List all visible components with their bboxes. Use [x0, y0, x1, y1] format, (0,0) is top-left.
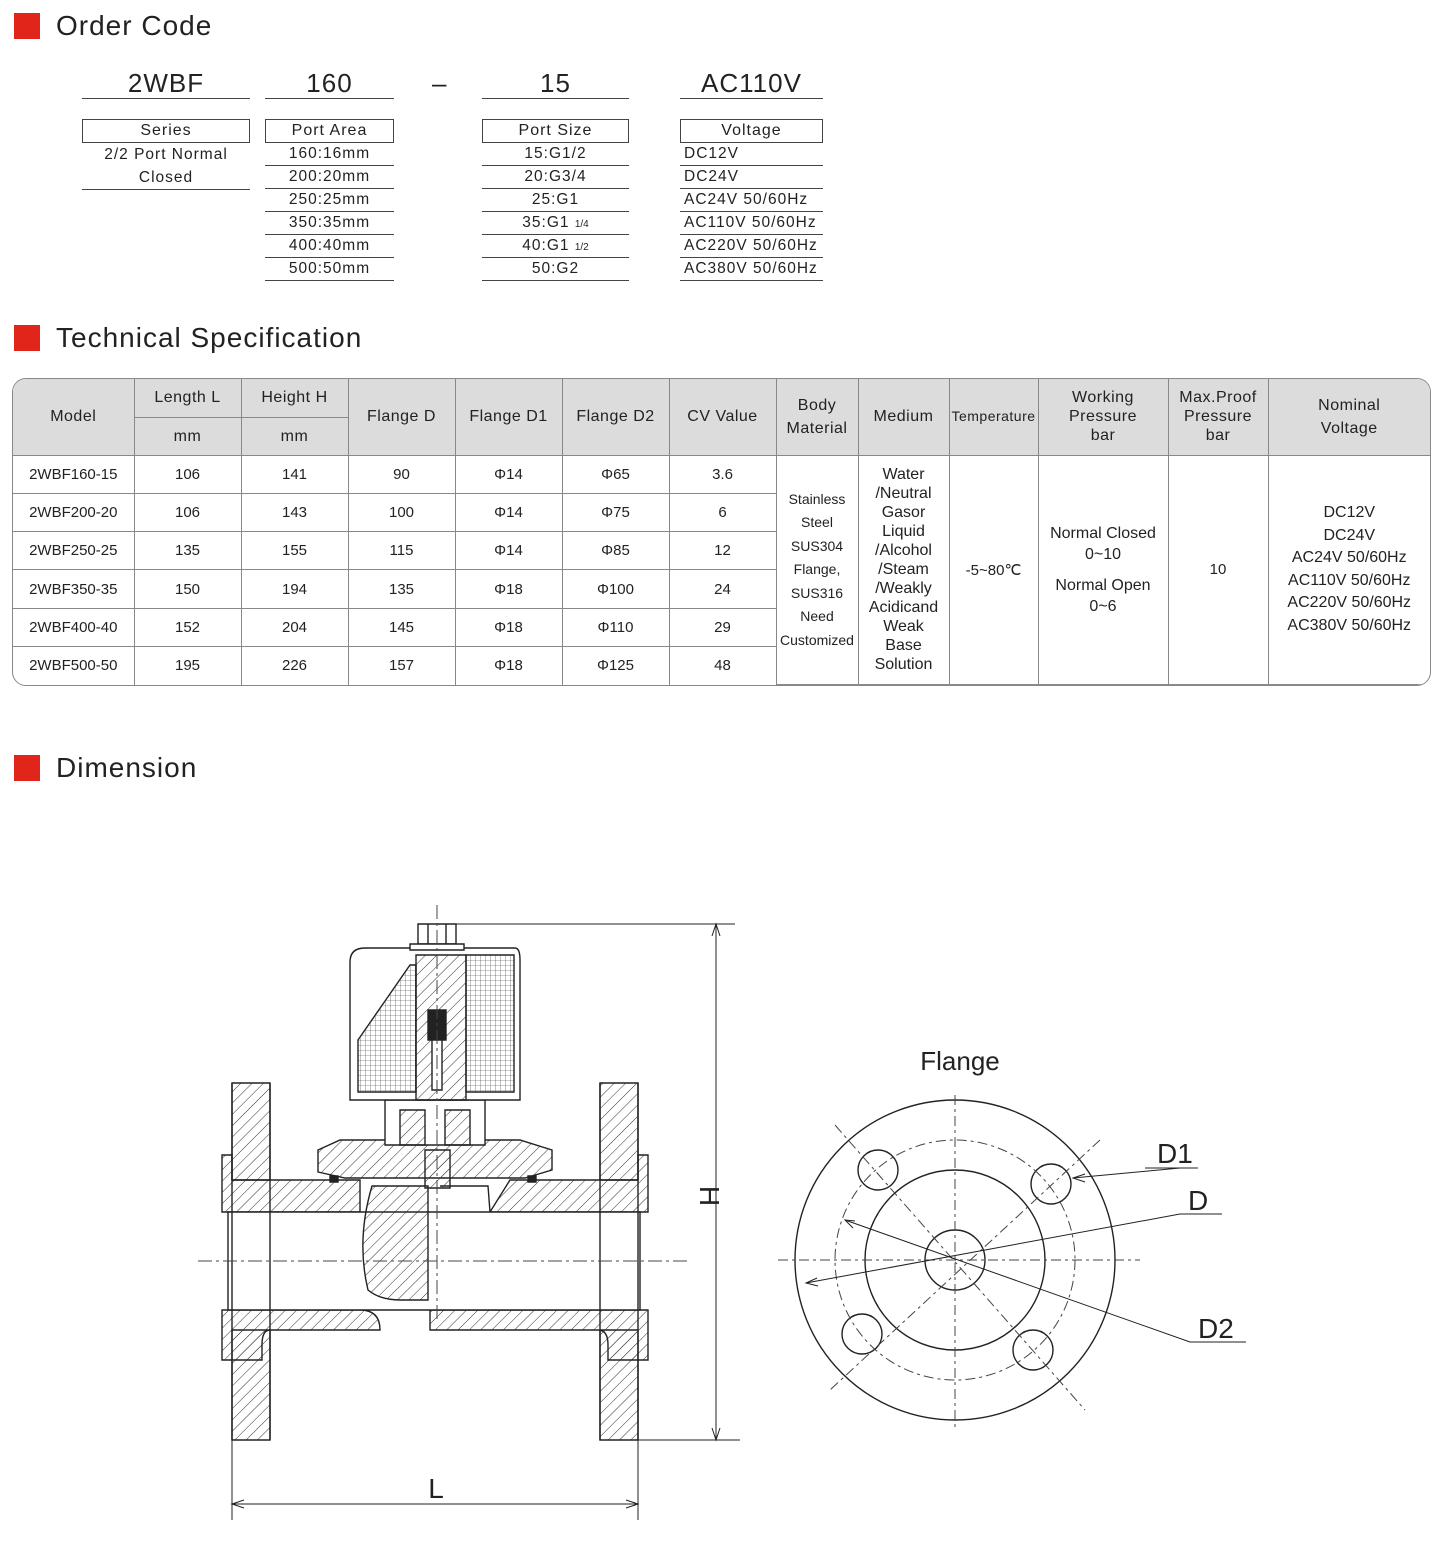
- cell-length: 152: [134, 608, 241, 646]
- cell-model: 2WBF250-25: [13, 532, 134, 570]
- cell-cv: 12: [669, 532, 776, 570]
- cell-working-pressure: Normal Closed 0~10 Normal Open 0~6: [1038, 455, 1168, 684]
- header-flange-d1: Flange D1: [455, 379, 562, 455]
- spec-table: [12, 378, 1431, 686]
- section-title: Technical Specification: [56, 322, 363, 353]
- table-row: [13, 455, 1430, 493]
- cell-cv: 48: [669, 646, 776, 684]
- valve-section-drawing: [190, 900, 750, 1540]
- cell-flange-d1: Φ18: [455, 646, 562, 684]
- header-cv: CV Value: [669, 379, 776, 455]
- cell-flange-d1: Φ18: [455, 608, 562, 646]
- red-square-icon: [14, 325, 40, 351]
- list-item: 25:G1: [482, 189, 629, 212]
- list-item: AC380V 50/60Hz: [680, 258, 823, 281]
- header-working-pressure: Working Pressure bar: [1038, 379, 1168, 455]
- series-desc: 2/2 Port Normal Closed: [82, 143, 250, 190]
- cell-model: 2WBF160-15: [13, 455, 134, 493]
- red-square-icon: [14, 755, 40, 781]
- header-height: Height H: [241, 379, 348, 417]
- code-port-size: 15: [482, 68, 629, 99]
- list-item: 40:G1 1/2: [482, 235, 629, 258]
- cell-length: 106: [134, 494, 241, 532]
- cell-cv: 29: [669, 608, 776, 646]
- cell-flange-d1: Φ14: [455, 494, 562, 532]
- cell-height: 141: [241, 455, 348, 493]
- cell-cv: 24: [669, 570, 776, 608]
- flange-title: Flange: [920, 1046, 1000, 1076]
- header-flange-d2: Flange D2: [562, 379, 669, 455]
- voltage-label: Voltage: [680, 119, 823, 143]
- order-code-series: [82, 68, 250, 190]
- section-header-order-code: [14, 12, 212, 40]
- cell-height: 194: [241, 570, 348, 608]
- list-item: DC24V: [680, 166, 823, 189]
- red-square-icon: [14, 13, 40, 39]
- list-item: AC220V 50/60Hz: [680, 235, 823, 258]
- cell-flange-d1: Φ14: [455, 455, 562, 493]
- cell-length: 195: [134, 646, 241, 684]
- dimension-l-label: L: [428, 1473, 444, 1504]
- cell-flange-d1: Φ18: [455, 570, 562, 608]
- list-item: AC110V 50/60Hz: [680, 212, 823, 235]
- header-nominal-voltage: Nominal Voltage: [1268, 379, 1430, 455]
- cell-flange-d2: Φ110: [562, 608, 669, 646]
- cell-temperature: -5~80℃: [949, 455, 1038, 684]
- cell-flange-d: 115: [348, 532, 455, 570]
- cell-max-proof: 10: [1168, 455, 1268, 684]
- order-code-port-area: [265, 68, 394, 281]
- list-item: 15:G1/2: [482, 143, 629, 166]
- section-title: Order Code: [56, 10, 213, 41]
- list-item: 400:40mm: [265, 235, 394, 258]
- header-body-material: Body Material: [776, 379, 858, 455]
- cell-model: 2WBF500-50: [13, 646, 134, 684]
- port-area-label: Port Area: [265, 119, 394, 143]
- cell-body-material: Stainless Steel SUS304 Flange, SUS316 Need Customized: [776, 455, 858, 684]
- cell-flange-d2: Φ100: [562, 570, 669, 608]
- code-dash: –: [432, 68, 447, 98]
- header-model: Model: [13, 379, 134, 455]
- cell-cv: 6: [669, 494, 776, 532]
- flange-d1-label: D1: [1157, 1138, 1193, 1169]
- list-item: 200:20mm: [265, 166, 394, 189]
- list-item: 160:16mm: [265, 143, 394, 166]
- flange-drawing: [770, 1040, 1260, 1430]
- list-item: DC12V: [680, 143, 823, 166]
- header-flange-d: Flange D: [348, 379, 455, 455]
- header-max-proof: Max.Proof Pressure bar: [1168, 379, 1268, 455]
- header-length: Length L: [134, 379, 241, 417]
- list-item: 350:35mm: [265, 212, 394, 235]
- order-code-voltage: [680, 68, 823, 281]
- cell-flange-d2: Φ125: [562, 646, 669, 684]
- section-title: Dimension: [56, 752, 198, 783]
- list-item: 500:50mm: [265, 258, 394, 281]
- cell-height: 226: [241, 646, 348, 684]
- dimension-h-label: H: [694, 1185, 725, 1207]
- port-size-label: Port Size: [482, 119, 629, 143]
- list-item: 250:25mm: [265, 189, 394, 212]
- cell-flange-d1: Φ14: [455, 532, 562, 570]
- cell-flange-d: 100: [348, 494, 455, 532]
- cell-flange-d2: Φ65: [562, 455, 669, 493]
- cell-height: 204: [241, 608, 348, 646]
- section-header-tech-spec: [14, 324, 362, 352]
- flange-d2-label: D2: [1198, 1313, 1234, 1344]
- section-header-dimension: [14, 754, 197, 782]
- code-port-area: 160: [265, 68, 394, 99]
- header-unit-mm: mm: [241, 417, 348, 455]
- cell-nominal-voltage: DC12V DC24V AC24V 50/60Hz AC110V 50/60Hz AC220V 50/60Hz AC380V 50/60Hz: [1268, 455, 1430, 684]
- cell-medium: Water /Neutral Gasor Liquid /Alcohol /Steam /Weakly Acidicand Weak Base Solution: [858, 455, 949, 684]
- list-item: 20:G3/4: [482, 166, 629, 189]
- cell-height: 143: [241, 494, 348, 532]
- cell-cv: 3.6: [669, 455, 776, 493]
- header-medium: Medium: [858, 379, 949, 455]
- cell-flange-d: 135: [348, 570, 455, 608]
- header-temperature: Temperature: [949, 379, 1038, 455]
- cell-flange-d2: Φ85: [562, 532, 669, 570]
- cell-flange-d: 157: [348, 646, 455, 684]
- list-item: AC24V 50/60Hz: [680, 189, 823, 212]
- code-series: 2WBF: [82, 68, 250, 99]
- header-unit-mm: mm: [134, 417, 241, 455]
- series-label: Series: [82, 119, 250, 143]
- cell-model: 2WBF400-40: [13, 608, 134, 646]
- cell-height: 155: [241, 532, 348, 570]
- cell-flange-d2: Φ75: [562, 494, 669, 532]
- cell-model: 2WBF350-35: [13, 570, 134, 608]
- code-voltage: AC110V: [680, 68, 823, 99]
- cell-flange-d: 90: [348, 455, 455, 493]
- cell-length: 135: [134, 532, 241, 570]
- cell-length: 106: [134, 455, 241, 493]
- cell-model: 2WBF200-20: [13, 494, 134, 532]
- list-item: 35:G1 1/4: [482, 212, 629, 235]
- list-item: 50:G2: [482, 258, 629, 281]
- cell-flange-d: 145: [348, 608, 455, 646]
- flange-d-label: D: [1188, 1185, 1209, 1216]
- order-code-port-size: [482, 68, 629, 281]
- cell-length: 150: [134, 570, 241, 608]
